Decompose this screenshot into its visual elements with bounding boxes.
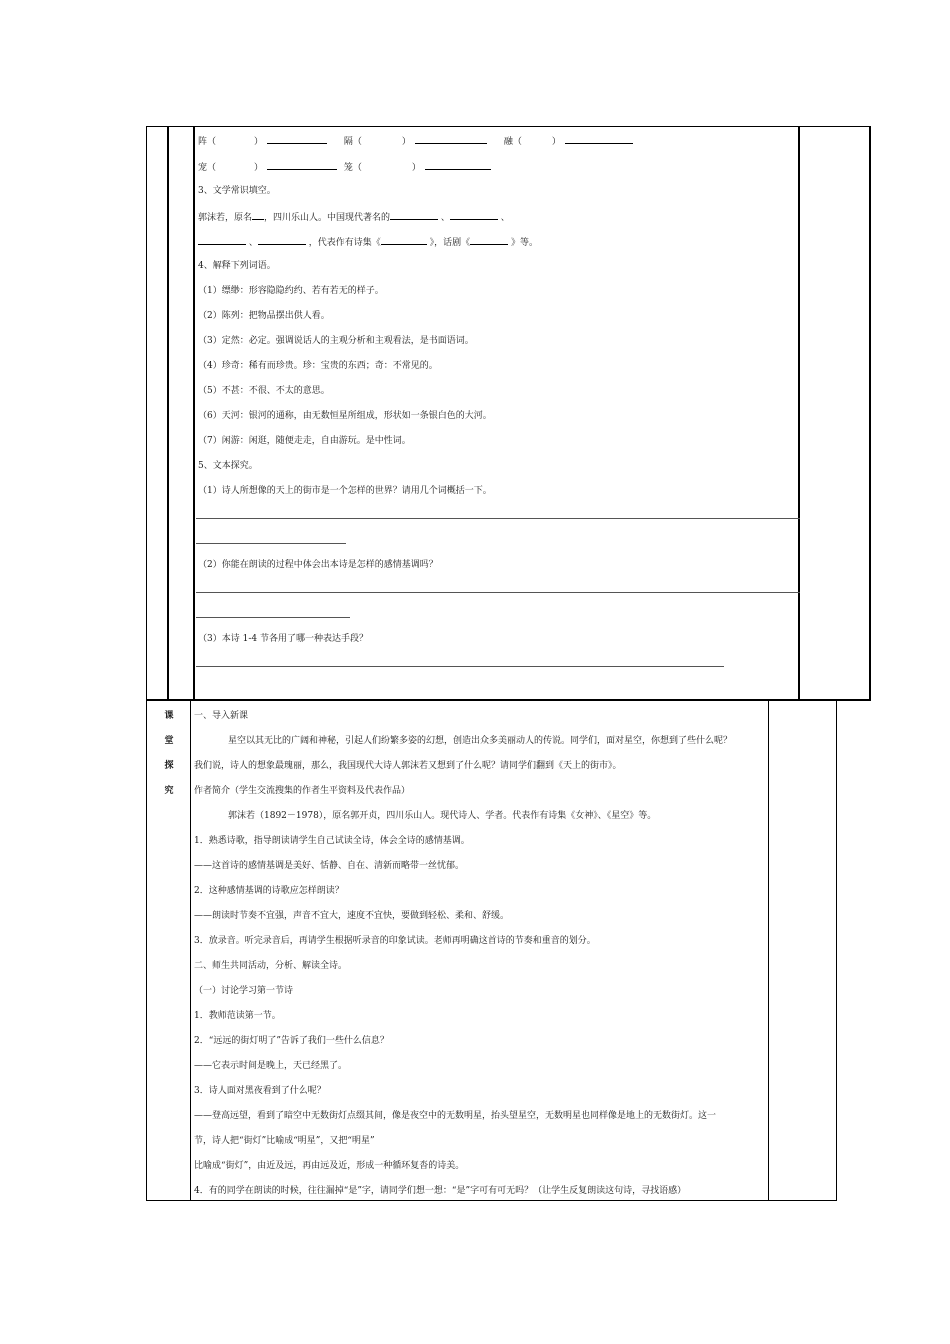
blank-line[interactable] <box>381 235 427 245</box>
paragraph-line: ——这首诗的感情基调是美好、恬静、自在、清新而略带一丝忧郁。 <box>194 861 465 871</box>
section-heading: 一、导入新课 <box>194 711 249 721</box>
q5-question-1: （1）诗人所想像的天上的街市是一个怎样的世界？请用几个词概括一下。 <box>198 486 492 496</box>
paragraph-line: ——它表示时间是晚上，天已经黑了。 <box>194 1061 348 1071</box>
pinyin-row-1: 阵（ ） 隔（ ） 融（ ） <box>198 134 633 148</box>
table-border <box>146 126 871 127</box>
paragraph-line: 1．教师范读第一节。 <box>194 1011 281 1021</box>
paragraph-line: ——登高远望，看到了暗空中无数街灯点缀其间，像是夜空中的无数明星，抬头望星空，无数明星也同样像是地上的无数街灯。这一 <box>194 1111 717 1121</box>
paragraph-line: 2．这种感情基调的诗歌应怎样朗读？ <box>194 886 344 896</box>
side-label: 课 <box>164 711 174 721</box>
table-border <box>798 126 800 700</box>
q5-title: 5、文本探究。 <box>198 461 258 471</box>
q4-item: （3）定然：必定。强调说话人的主观分析和主观看法，是书面语词。 <box>198 336 474 346</box>
table-border <box>146 126 147 700</box>
blank-line[interactable] <box>470 235 508 245</box>
table-border <box>146 700 147 1201</box>
q4-item: （6）天河：银河的通称，由无数恒星所组成，形状如一条银白色的大河。 <box>198 411 492 421</box>
answer-line[interactable] <box>196 592 800 593</box>
q4-title: 4、解释下列词语。 <box>198 261 276 271</box>
blank-line[interactable] <box>390 210 438 220</box>
table-border <box>146 699 871 701</box>
paragraph-line: 节，诗人把“街灯”比喻成“明星”，又把“明星” <box>194 1136 375 1146</box>
paragraph-line: 3．放录音。听完录音后，再请学生根据听录音的印象试读。老师再明确这首诗的节奏和重音的划分。 <box>194 936 596 946</box>
side-label: 究 <box>164 786 174 796</box>
blank-line[interactable] <box>425 160 491 170</box>
blank-line[interactable] <box>267 134 327 144</box>
table-border <box>768 700 769 1201</box>
blank-line[interactable] <box>252 210 264 220</box>
q5-question-3: （3）本诗 1-4 节各用了哪一种表达手段？ <box>198 634 368 644</box>
q4-item: （7）闲游：闲逛，随便走走，自由游玩。是中性词。 <box>198 436 411 446</box>
paragraph-line: 2．“远远的街灯明了”告诉了我们一些什么信息？ <box>194 1036 389 1046</box>
answer-line[interactable] <box>196 518 800 519</box>
side-label: 探 <box>164 761 174 771</box>
q4-item: （1）缥缈：形容隐隐约约、若有若无的样子。 <box>198 286 384 296</box>
blank-line[interactable] <box>258 235 306 245</box>
table-border <box>836 700 837 1201</box>
paragraph-line: 星空以其无比的广阔和神秘，引起人们纷繁多姿的幻想，创造出众多美丽动人的传说。同学们，面对星空，你想到了些什么呢？ <box>228 736 733 746</box>
table-border <box>869 126 871 700</box>
paragraph-line: 郭沫若（1892－1978），原名郭开贞，四川乐山人。现代诗人、学者。代表作有诗集《女神》、《星空》等。 <box>228 811 657 821</box>
blank-line[interactable] <box>565 134 633 144</box>
paragraph-line: （一）讨论学习第一节诗 <box>194 986 294 996</box>
q5-question-2: （2）你能在朗读的过程中体会出本诗是怎样的感情基调吗？ <box>198 560 438 570</box>
table-border <box>193 126 195 700</box>
side-label: 堂 <box>164 736 174 746</box>
blank-line[interactable] <box>267 160 337 170</box>
q4-item: （5）不甚：不很、不太的意思。 <box>198 386 330 396</box>
paragraph-line: 比喻成“街灯”，由近及远，再由远及近，形成一种循环复沓的诗美。 <box>194 1161 465 1171</box>
blank-line[interactable] <box>415 134 487 144</box>
answer-line[interactable] <box>196 543 346 544</box>
q3-line-1: 郭沫若，原名 ，四川乐山人。中国现代著名的 、 、 <box>198 210 510 224</box>
table-border <box>146 1200 837 1201</box>
table-border <box>190 700 191 1201</box>
answer-line[interactable] <box>196 617 350 618</box>
paragraph-line: 我们说，诗人的想象最瑰丽，那么，我国现代大诗人郭沫若又想到了什么呢？请同学们翻到《天上的街市》。 <box>194 761 622 771</box>
table-border <box>167 126 169 700</box>
q4-item: （4）珍奇：稀有而珍贵。珍：宝贵的东西；奇：不常见的。 <box>198 361 438 371</box>
paragraph-line: 4．有的同学在朗读的时候，往往漏掉“是”字，请同学们想一想：“是”字可有可无吗？（让学生反复朗读这句诗，寻找语感） <box>194 1186 687 1196</box>
paragraph-line: ——朗读时节奏不宜强，声音不宜大，速度不宜快，要做到轻松、柔和、舒缓。 <box>194 911 510 921</box>
blank-line[interactable] <box>198 235 246 245</box>
paragraph-line: 3．诗人面对黑夜看到了什么呢？ <box>194 1086 326 1096</box>
paragraph-line: 作者简介（学生交流搜集的作者生平资料及代表作品） <box>194 786 411 796</box>
paragraph-line: 1．熟悉诗歌，指导朗读请学生自己试读全诗，体会全诗的感情基调。 <box>194 836 470 846</box>
section-heading: 二、师生共同活动，分析、解读全诗。 <box>194 961 348 971</box>
q3-line-2: 、 ，代表作有诗集《 》，话剧《 》等。 <box>198 235 538 249</box>
pinyin-row-2: 宠（ ） 笼（ ） <box>198 160 491 174</box>
q3-title: 3、文学常识填空。 <box>198 186 276 196</box>
answer-line[interactable] <box>196 666 724 667</box>
blank-line[interactable] <box>450 210 498 220</box>
q4-item: （2）陈列：把物品摆出供人看。 <box>198 311 330 321</box>
